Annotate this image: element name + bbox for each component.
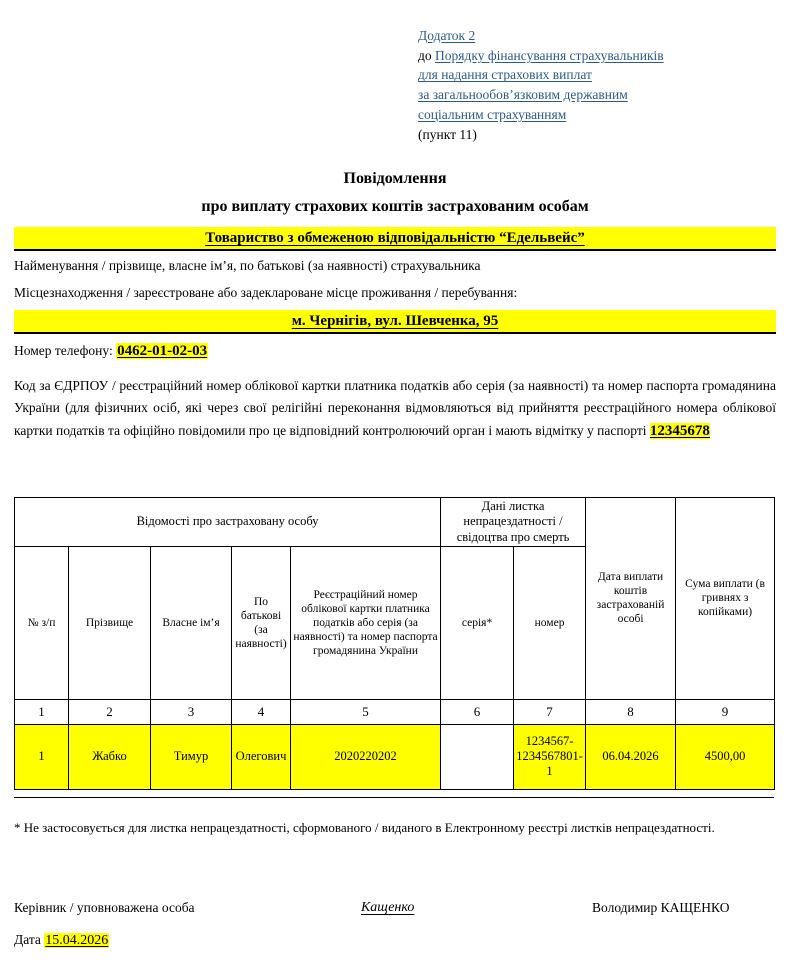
- insurer-address-caption: Місцезнаходження / зареєстроване або задеклароване місце проживання / перебування:: [14, 285, 518, 300]
- signature-mark[interactable]: Кащенко: [361, 900, 415, 915]
- reference-line-5: [418, 105, 768, 125]
- procedure-link-line5[interactable]: соціальним страхуванням: [418, 106, 567, 122]
- footnote-separator: [14, 797, 774, 798]
- insurer-address-field[interactable]: [14, 310, 776, 334]
- cell-taxid[interactable]: 2020220202: [291, 724, 441, 789]
- col-number-5: 5: [291, 699, 441, 724]
- column-header-number: номер: [514, 546, 586, 699]
- col-number-1: 1: [15, 699, 69, 724]
- column-header-payment-date: Дата виплати коштів застрахованій особі: [586, 498, 676, 700]
- cell-amount[interactable]: 4500,00: [676, 724, 775, 789]
- cell-payment-date[interactable]: 06.04.2026: [586, 724, 676, 789]
- group-header-person: Відомості про застраховану особу: [15, 498, 441, 547]
- signature-full-name: Володимир КАЩЕНКО: [592, 900, 730, 915]
- date-value[interactable]: 15.04.2026: [45, 933, 109, 948]
- reference-line-2: [418, 46, 768, 66]
- table-number-row: [15, 699, 775, 724]
- reference-line-1: [418, 26, 768, 46]
- insurer-name-value: Товариство з обмеженою відповідальністю “Едельвейс”: [205, 230, 585, 246]
- reference-prefix-2: до: [418, 47, 435, 63]
- reference-line-3: [418, 65, 768, 85]
- col-number-2: 2: [69, 699, 151, 724]
- footnote-text: * Не застосовується для листка непрацездатності, сформованого / виданого в Електронному реєстрі листків непрацездатності.: [14, 820, 715, 835]
- page-subtitle: про виплату страхових коштів застрахованим особам: [201, 198, 589, 215]
- cell-index[interactable]: 1: [15, 724, 69, 789]
- edrpou-text: Код за ЄДРПОУ / реєстраційний номер облікової картки платника податків або серія (за наявності) та номер паспорта громадянина України (для фізичних осіб, які через свої релігійні переконання відмовляються від прийняття реєстраційного номера облікової картки податків та офіційно повідомили про це відповідний контролюючий орган і мають відмітку у паспорті: [14, 378, 776, 438]
- page-title: Повідомлення: [343, 170, 447, 187]
- insurer-name-field[interactable]: [14, 227, 776, 251]
- insurer-address-value: м. Чернігів, вул. Шевченка, 95: [291, 313, 499, 329]
- column-header-series: серія*: [441, 546, 514, 699]
- cell-surname[interactable]: Жабко: [69, 724, 151, 789]
- insurer-name-caption: Найменування / прізвище, власне ім’я, по батькові (за наявності) страхувальника: [14, 258, 481, 273]
- column-header-taxid: Реєстраційний номер облікової картки платника податків або серія (за наявності) та номер паспорта громадянина України: [291, 546, 441, 699]
- col-number-8: 8: [586, 699, 676, 724]
- procedure-link-line4[interactable]: за загальнообов’язковим державним: [418, 87, 628, 103]
- table-row: [15, 724, 775, 789]
- cell-series[interactable]: [441, 724, 514, 789]
- cell-number[interactable]: 1234567-1234567801-1: [514, 724, 586, 789]
- date-label: Дата: [14, 932, 45, 947]
- edrpou-paragraph: [14, 375, 776, 443]
- reference-clause: (пункт 11): [418, 126, 477, 142]
- date-row: [14, 932, 109, 949]
- col-number-3: 3: [151, 699, 232, 724]
- procedure-link[interactable]: Порядку фінансування страхувальників: [435, 47, 664, 63]
- phone-row: [14, 343, 208, 360]
- column-header-amount: Сума виплати (в гривнях з копійками): [676, 498, 775, 700]
- table-group-header-row: [15, 498, 775, 547]
- payments-table: [14, 497, 775, 790]
- column-header-firstname: Власне ім’я: [151, 546, 232, 699]
- signature-row: [14, 900, 776, 922]
- cell-patronymic[interactable]: Олегович: [232, 724, 291, 789]
- col-number-4: 4: [232, 699, 291, 724]
- edrpou-value[interactable]: 12345678: [649, 422, 710, 439]
- appendix-link[interactable]: Додаток 2: [418, 28, 476, 43]
- reference-block: [418, 26, 768, 144]
- column-header-surname: Прізвище: [69, 546, 151, 699]
- col-number-6: 6: [441, 699, 514, 724]
- phone-label: Номер телефону:: [14, 343, 117, 358]
- col-number-9: 9: [676, 699, 775, 724]
- cell-firstname[interactable]: Тимур: [151, 724, 232, 789]
- group-header-sick-leave: Дані листка непрацездатності / свідоцтва про смерть: [441, 498, 586, 547]
- column-header-index: № з/п: [15, 546, 69, 699]
- phone-value[interactable]: 0462-01-02-03: [117, 343, 208, 359]
- column-header-patronymic: По батькові (за наявності): [232, 546, 291, 699]
- reference-line-4: [418, 85, 768, 105]
- col-number-7: 7: [514, 699, 586, 724]
- signature-role-label: Керівник / уповноважена особа: [14, 900, 195, 915]
- procedure-link-line3[interactable]: для надання страхових виплат: [418, 67, 592, 83]
